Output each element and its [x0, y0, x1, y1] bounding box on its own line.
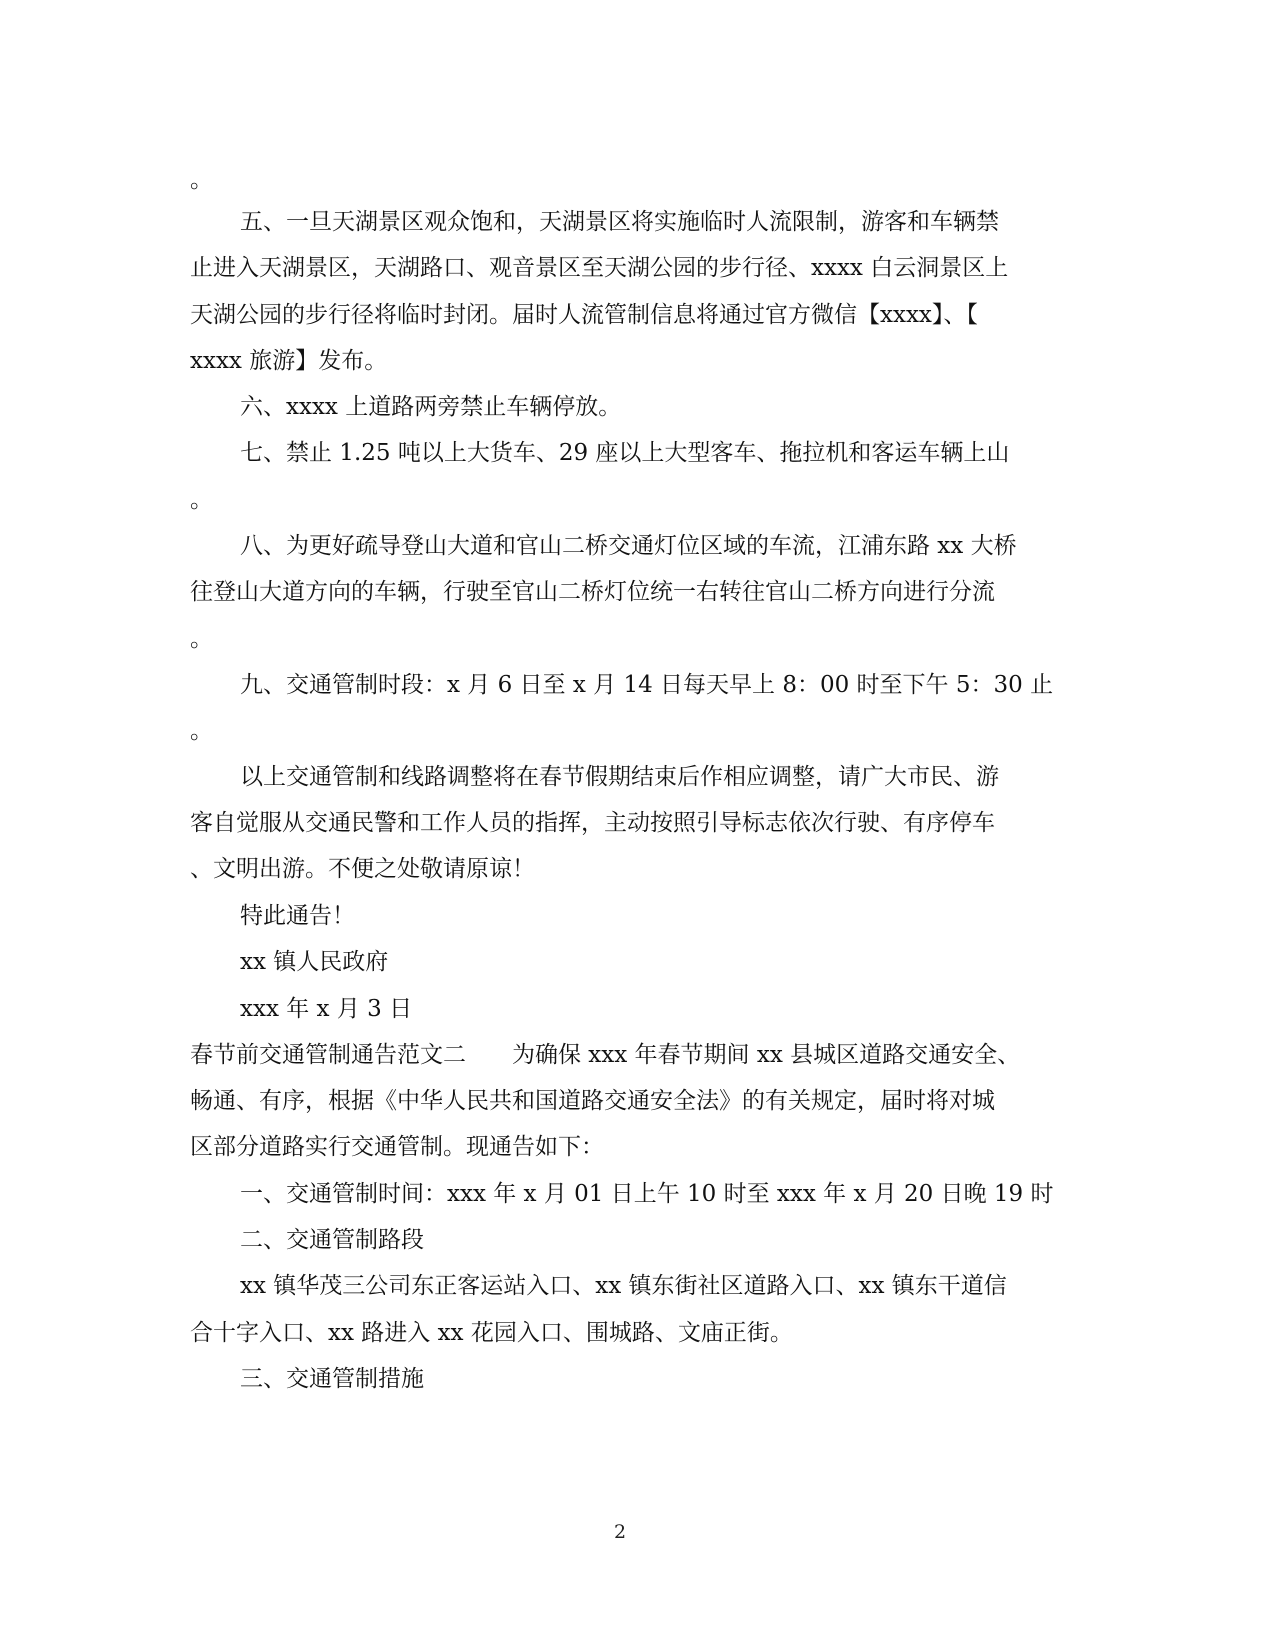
- text-line: 以上交通管制和线路调整将在春节假期结束后作相应调整，请广大市民、游: [240, 764, 999, 790]
- text-line: 特此通告！: [240, 903, 355, 929]
- text-line: xx 镇华茂三公司东正客运站入口、xx 镇东街社区道路入口、xx 镇东干道信: [240, 1273, 1007, 1299]
- text-line: 天湖公园的步行径将临时封闭。届时人流管制信息将通过官方微信【xxxx】、【: [190, 302, 978, 328]
- text-line: xx 镇人民政府: [240, 949, 389, 975]
- text-line: 。: [190, 718, 213, 744]
- text-line: 八、为更好疏导登山大道和官山二桥交通灯位区域的车流，江浦东路 xx 大桥: [240, 533, 1017, 559]
- text-line: 止进入天湖景区，天湖路口、观音景区至天湖公园的步行径、xxxx 白云洞景区上: [190, 255, 1009, 281]
- text-line: 六、xxxx 上道路两旁禁止车辆停放。: [240, 394, 622, 420]
- text-line: 三、交通管制措施: [240, 1366, 424, 1392]
- text-line: xxxx 旅游】发布。: [190, 348, 388, 374]
- text-line: 。: [190, 167, 213, 193]
- text-line: 七、禁止 1.25 吨以上大货车、29 座以上大型客车、拖拉机和客运车辆上山: [240, 440, 1010, 466]
- text-line: 春节前交通管制通告范文二 为确保 xxx 年春节期间 xx 县城区道路交通安全、: [190, 1042, 1021, 1068]
- text-line: 畅通、有序，根据《中华人民共和国道路交通安全法》的有关规定，届时将对城: [190, 1088, 995, 1114]
- text-line: 合十字入口、xx 路进入 xx 花园入口、围城路、文庙正街。: [190, 1320, 793, 1346]
- text-line: 、文明出游。不便之处敬请原谅！: [190, 856, 535, 882]
- text-line: xxx 年 x 月 3 日: [240, 996, 413, 1022]
- text-line: 区部分道路实行交通管制。现通告如下：: [190, 1134, 604, 1160]
- text-line: 一、交通管制时间：xxx 年 x 月 01 日上午 10 时至 xxx 年 x 月 20 日晚 19 时: [240, 1181, 1054, 1207]
- text-line: 往登山大道方向的车辆，行驶至官山二桥灯位统一右转往官山二桥方向进行分流: [190, 579, 995, 605]
- text-line: 客自觉服从交通民警和工作人员的指挥，主动按照引导标志依次行驶、有序停车: [190, 810, 995, 836]
- text-line: 。: [190, 487, 213, 513]
- text-line: 二、交通管制路段: [240, 1227, 424, 1253]
- page-number: 2: [613, 1521, 627, 1543]
- text-line: 。: [190, 626, 213, 652]
- text-line: 五、一旦天湖景区观众饱和，天湖景区将实施临时人流限制，游客和车辆禁: [240, 209, 999, 235]
- text-line: 九、交通管制时段：x 月 6 日至 x 月 14 日每天早上 8：00 时至下午 5：30 止: [240, 672, 1054, 698]
